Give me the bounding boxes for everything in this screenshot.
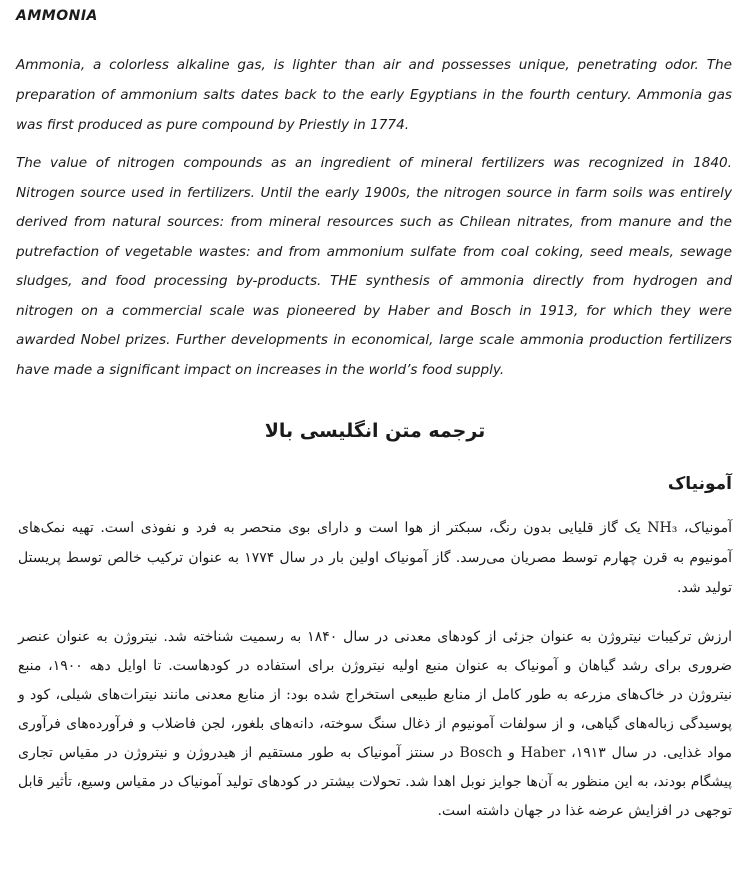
english-paragraph-2: The value of nitrogen compounds as an ingredient of mineral fertilizers was recognized in 1840. Nitrogen source used in fertilizers. Until the early 1900s, the nitrogen source in farm soils was entirely derived from natural sources: from mineral resources such as Chilean nitrates, from manure and the putrefaction of vegetable wastes: and from ammonium sulfate from coal coking, seed meals, sewage sludges, and food processing by-products. THE synthesis of ammonia directly from hydrogen and nitrogen on a commercial scale was pioneered by Haber and Bosch in 1913, for which they were awarded Nobel prizes. Further developments in economical, large scale ammonia production fertilizers have made a significant impact on increases in the world’s food supply. (16, 155, 732, 378)
persian-paragraph-2: ارزش ترکیبات نیتروژن به عنوان جزئی از کودهای معدنی در سال ۱۸۴۰ به رسمیت شناخته شد. نیتروژن به عنوان عنصر ضروری برای رشد گیاهان و آمونیاک به عنوان منبع اولیه نیتروژن برای استفاده در کودهاست. تا اوایل دهه ۱۹۰۰، منبع نیتروژن در خاک‌های مزرعه به طور کامل از منابع طبیعی استخراج شده بود: از منابع معدنی مانند نیترات‌های شیلی، کود و پوسیدگی زباله‌های گیاهی، و از سولفات آمونیوم از ذغال سنگ سوخته، دانه‌های بلغور، لجن فاضلاب و فرآورده‌های فرآوری مواد غذایی. در سال ۱۹۱۳، Haber و Bosch در سنتز آمونیاک به طور مستقیم از هیدروژن و نیتروژن در مقیاس تجاری پیشگام بودند، به این منظور به آن‌ها جوایز نوبل اهدا شد. تحولات بیشتر در کودهای تولید آمونیاک در مقیاس وسیع، تأثیر قابل توجهی در افزایش عرضه غذا در جهان داشته است. (18, 629, 733, 819)
persian-paragraph-1: آمونیاک، NH₃ یک گاز قلیایی بدون رنگ، سبکتر از هوا است و دارای بوی منحصر به فرد و نفوذی است. تهیه نمک‌های آمونیوم به قرن چهارم توسط مصریان می‌رسد. گاز آمونیاک اولین بار در سال ۱۷۷۴ به عنوان ترکیب خالص توسط پریستل تولید شد. (18, 520, 732, 596)
persian-subheading: آمونیاک (667, 474, 732, 494)
english-paragraph-1: Ammonia, a colorless alkaline gas, is lighter than air and possesses unique, penetrating odor. The preparation of ammonium salts dates back to the early Egyptians in the fourth century. Ammonia gas was first produced as pure compound by Priestly in 1774. (16, 57, 732, 133)
english-title: AMMONIA (16, 8, 98, 24)
persian-heading: ترجمه متن انگلیسی بالا (264, 420, 486, 442)
